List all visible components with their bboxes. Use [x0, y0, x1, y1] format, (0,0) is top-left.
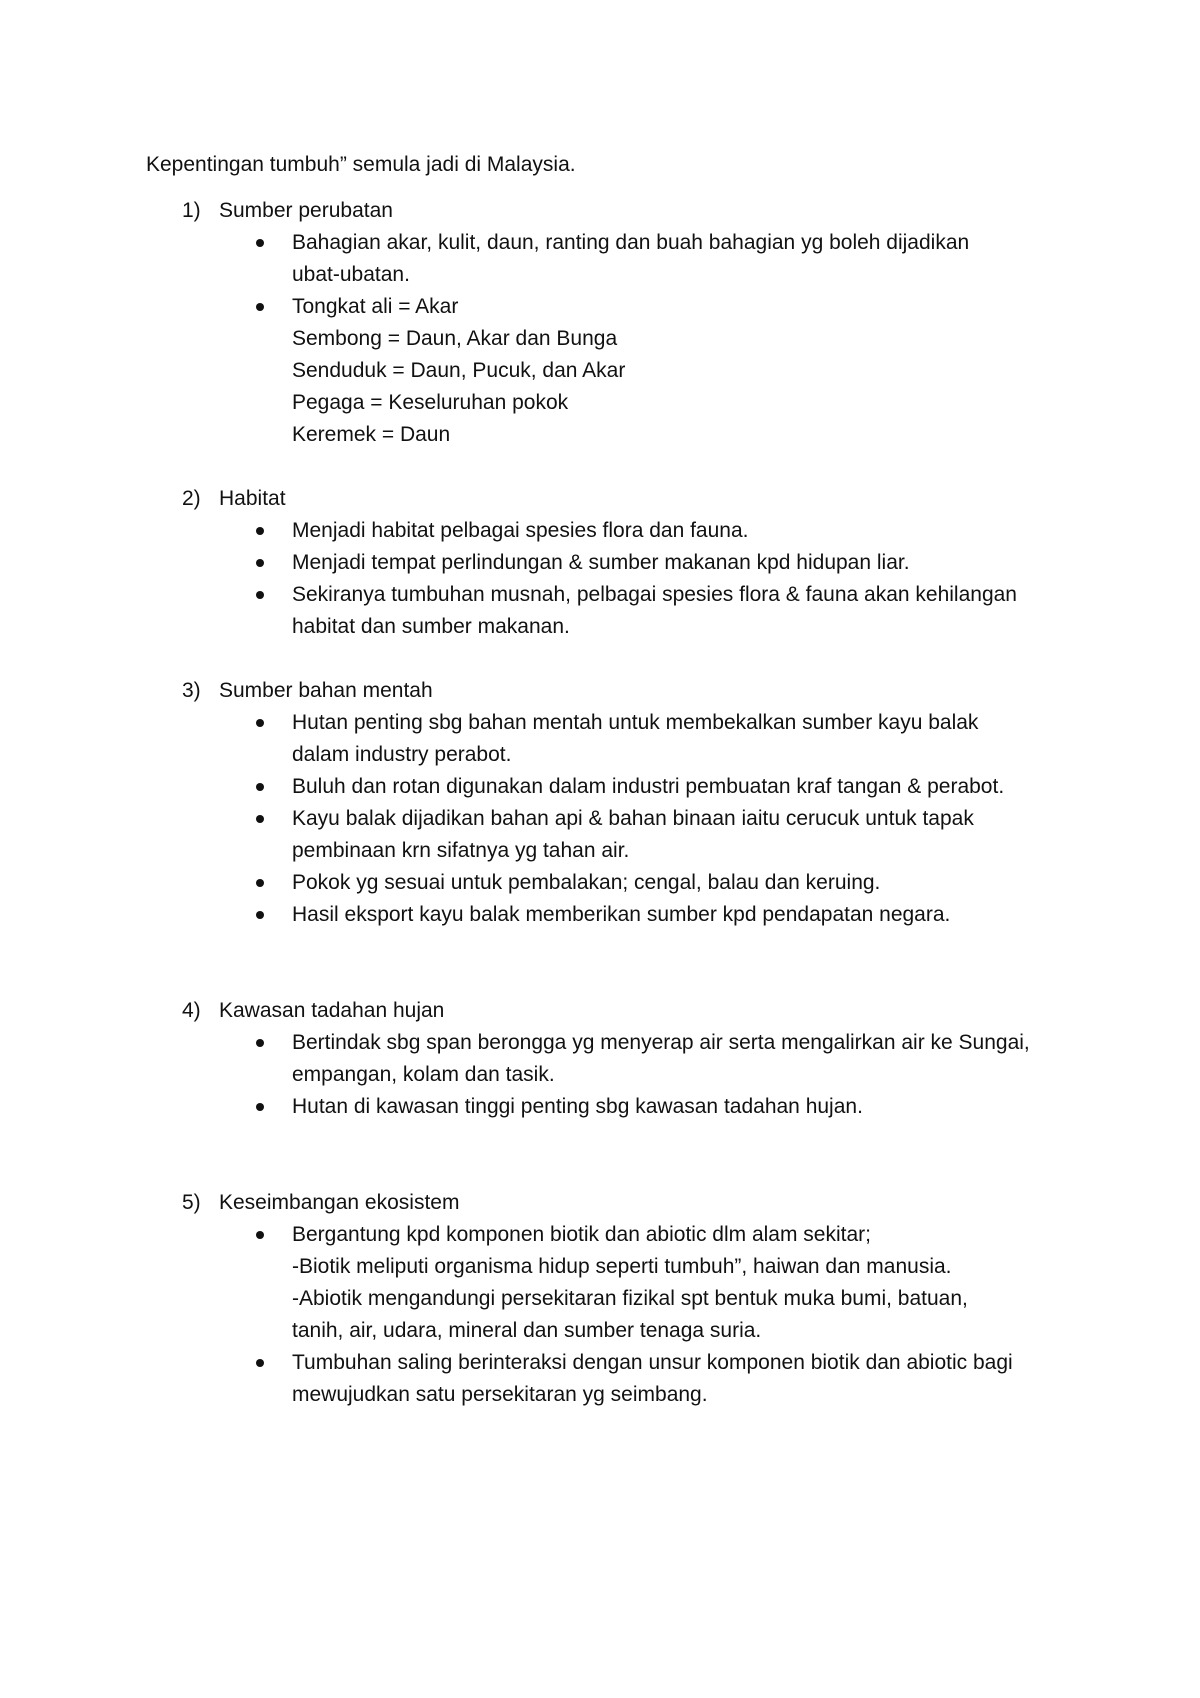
- bullet-list: [0, 707, 1200, 931]
- section-number: 1): [182, 199, 201, 222]
- list-item: [292, 707, 1092, 771]
- bullet-icon: [256, 783, 264, 791]
- bullet-icon: [256, 911, 264, 919]
- list-item-text: Pokok yg sesuai untuk pembalakan; cengal, balau dan keruing.: [292, 871, 881, 894]
- list-item-text: Tongkat ali = Akar: [292, 295, 459, 318]
- bullet-list: [0, 515, 1200, 643]
- list-item: [292, 515, 1092, 547]
- list-item: [292, 1347, 1092, 1411]
- bullet-list: [0, 1219, 1200, 1411]
- list-item-text: tanih, air, udara, mineral dan sumber tenaga suria.: [292, 1319, 762, 1342]
- list-item-text: Hutan di kawasan tinggi penting sbg kawasan tadahan hujan.: [292, 1095, 863, 1118]
- list-item-text: mewujudkan satu persekitaran yg seimbang.: [292, 1383, 708, 1406]
- section-number: 4): [182, 999, 201, 1022]
- section-number: 2): [182, 487, 201, 510]
- section-sumber-bahan-mentah: [0, 675, 1200, 931]
- bullet-icon: [256, 1359, 264, 1367]
- list-item-text: Bergantung kpd komponen biotik dan abiotic dlm alam sekitar;: [292, 1223, 871, 1246]
- bullet-icon: [256, 559, 264, 567]
- section-title: Kawasan tadahan hujan: [219, 999, 445, 1022]
- section-habitat: [0, 483, 1200, 643]
- list-item: [292, 771, 1092, 803]
- list-item: [292, 1027, 1092, 1091]
- list-item-text: -Biotik meliputi organisma hidup seperti tumbuh”, haiwan dan manusia.: [292, 1255, 952, 1278]
- list-item-text: Kayu balak dijadikan bahan api & bahan binaan iaitu cerucuk untuk tapak: [292, 807, 974, 830]
- section-title: Sumber bahan mentah: [219, 679, 433, 702]
- list-item-text: Menjadi habitat pelbagai spesies flora dan fauna.: [292, 519, 749, 542]
- section-title: Sumber perubatan: [219, 199, 393, 222]
- bullet-icon: [256, 879, 264, 887]
- list-item: [292, 579, 1092, 643]
- section-heading: [0, 675, 1200, 707]
- document-title: Kepentingan tumbuh” semula jadi di Malaysia.: [146, 153, 576, 176]
- section-number: 3): [182, 679, 201, 702]
- list-item-text: Bertindak sbg span berongga yg menyerap air serta mengalirkan air ke Sungai,: [292, 1031, 1030, 1054]
- list-item-text: Menjadi tempat perlindungan & sumber makanan kpd hidupan liar.: [292, 551, 910, 574]
- list-item-text: Hasil eksport kayu balak memberikan sumber kpd pendapatan negara.: [292, 903, 951, 926]
- list-item: [292, 547, 1092, 579]
- bullet-icon: [256, 719, 264, 727]
- section-heading: [0, 483, 1200, 515]
- bullet-icon: [256, 591, 264, 599]
- section-sumber-perubatan: [0, 195, 1200, 451]
- bullet-icon: [256, 303, 264, 311]
- section-heading: [0, 1187, 1200, 1219]
- list-item-text: empangan, kolam dan tasik.: [292, 1063, 555, 1086]
- list-item-text: Buluh dan rotan digunakan dalam industri pembuatan kraf tangan & perabot.: [292, 775, 1005, 798]
- list-item-text: dalam industry perabot.: [292, 743, 512, 766]
- bullet-icon: [256, 1103, 264, 1111]
- list-item: [292, 867, 1092, 899]
- list-item-text: -Abiotik mengandungi persekitaran fizikal spt bentuk muka bumi, batuan,: [292, 1287, 968, 1310]
- section-keseimbangan-ekosistem: [0, 1187, 1200, 1411]
- list-item-text: Senduduk = Daun, Pucuk, dan Akar: [292, 359, 626, 382]
- list-item: [292, 1219, 1092, 1347]
- section-heading: [0, 195, 1200, 227]
- bullet-icon: [256, 239, 264, 247]
- section-number: 5): [182, 1191, 201, 1214]
- bullet-icon: [256, 815, 264, 823]
- section-kawasan-tadahan-hujan: [0, 995, 1200, 1123]
- list-item-text: Bahagian akar, kulit, daun, ranting dan buah bahagian yg boleh dijadikan: [292, 231, 970, 254]
- list-item-text: Sekiranya tumbuhan musnah, pelbagai spesies flora & fauna akan kehilangan: [292, 583, 1017, 606]
- bullet-icon: [256, 527, 264, 535]
- list-item-text: pembinaan krn sifatnya yg tahan air.: [292, 839, 630, 862]
- bullet-list: [0, 227, 1200, 451]
- list-item: [292, 1091, 1092, 1123]
- bullet-list: [0, 1027, 1200, 1123]
- list-item-text: Hutan penting sbg bahan mentah untuk membekalkan sumber kayu balak: [292, 711, 979, 734]
- list-item-text: habitat dan sumber makanan.: [292, 615, 570, 638]
- list-item: [292, 291, 1092, 451]
- list-item-text: Keremek = Daun: [292, 423, 451, 446]
- list-item: [292, 899, 1092, 931]
- bullet-icon: [256, 1231, 264, 1239]
- list-item-text: Sembong = Daun, Akar dan Bunga: [292, 327, 618, 350]
- list-item: [292, 803, 1092, 867]
- list-item-text: Tumbuhan saling berinteraksi dengan unsur komponen biotik dan abiotic bagi: [292, 1351, 1013, 1374]
- list-item: [292, 227, 1092, 291]
- section-title: Habitat: [219, 487, 286, 510]
- section-heading: [0, 995, 1200, 1027]
- bullet-icon: [256, 1039, 264, 1047]
- section-title: Keseimbangan ekosistem: [219, 1191, 460, 1214]
- list-item-text: Pegaga = Keseluruhan pokok: [292, 391, 569, 414]
- list-item-text: ubat-ubatan.: [292, 263, 410, 286]
